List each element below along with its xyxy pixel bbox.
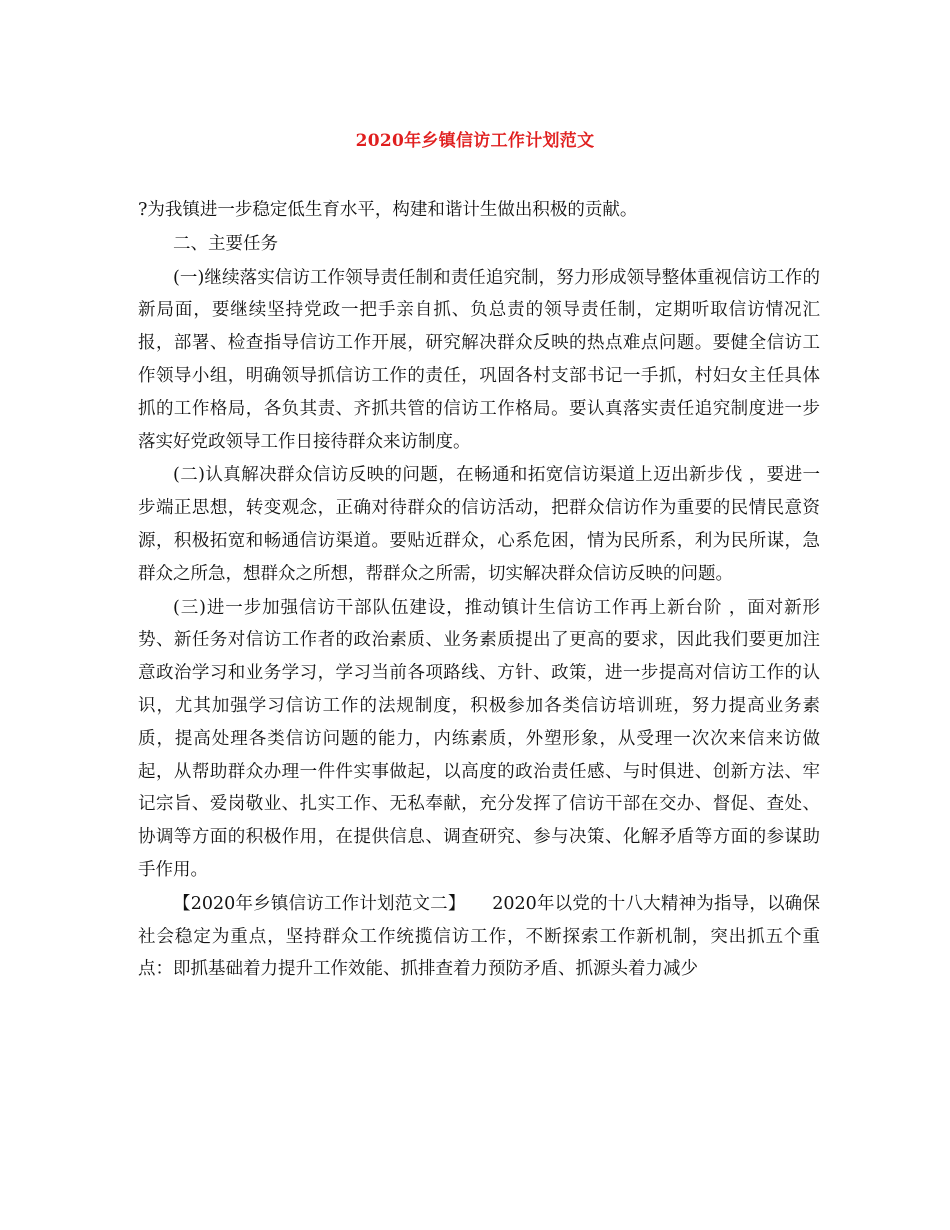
paragraph-task-3: (三)进一步加强信访干部队伍建设，推动镇计生信访工作再上新台阶 ，面对新形势、新任务对信访工作者的政治素质、业务素质提出了更高的要求，因此我们要更加注意政治学习和业务学习，学习当前各项路线、方针、政策，进一步提高对信访工作的认识，尤其加强学习信访工作的法规制度，积极参加各类信访培训班，努力提高业务素质，提高处理各类信访问题的能力，内练素质，外塑形象，从受理一次次来信来访做起，从帮助群众办理一件件实事做起，以高度的政治责任感、与时俱进、创新方法、牢记宗旨、爱岗敬业、扎实工作、无私奉献，充分发挥了信访干部在交办、督促、查处、协调等方面的积极作用，在提供信息、调查研究、参与决策、化解矛盾等方面的参谋助手作用。 [138,597,820,880]
paragraph-task-2: (二)认真解决群众信访反映的问题，在畅通和拓宽信访渠道上迈出新步伐 ，要进一步端正思想，转变观念，正确对待群众的信访活动，把群众信访作为重要的民情民意资源，积极拓宽和畅通信访渠道。要贴近群众，心系危困，情为民所系，利为民所谋，急群众之所急，想群众之所想，帮群众之所需，切实解决群众信访反映的问题。 [138,465,820,584]
paragraph-task-1: (一)继续落实信访工作领导责任制和责任追究制，努力形成领导整体重视信访工作的新局面，要继续坚持党政一把手亲自抓、负总责的领导责任制，定期听取信访情况汇报，部署、检查指导信访工作开展，研究解决群众反映的热点难点问题。要健全信访工作领导小组，明确领导抓信访工作的责任，巩固各村支部书记一手抓，村妇女主任具体抓的工作格局，各负其责、齐抓共管的信访工作格局。要认真落实责任追究制度进一步落实好党政领导工作日接待群众来访制度。 [138,267,820,452]
paragraph-continuation: ?为我镇进一步稳定低生育水平，构建和谐计生做出积极的贡献。 [138,200,638,220]
section-heading-main-tasks: 二、主要任务 [173,233,278,254]
document-body [138,194,820,986]
document-title: 2020年乡镇信访工作计划范文 [355,131,595,151]
paragraph-plan-two: 【2020年乡镇信访工作计划范文二】 2020年以党的十八大精神为指导，以确保社会稳定为重点，坚持群众工作统揽信访工作，不断探索工作新机制，突出抓五个重点：即抓基础着力提升工作效能、抓排查着力预防矛盾、抓源头着力减少 [138,893,820,980]
